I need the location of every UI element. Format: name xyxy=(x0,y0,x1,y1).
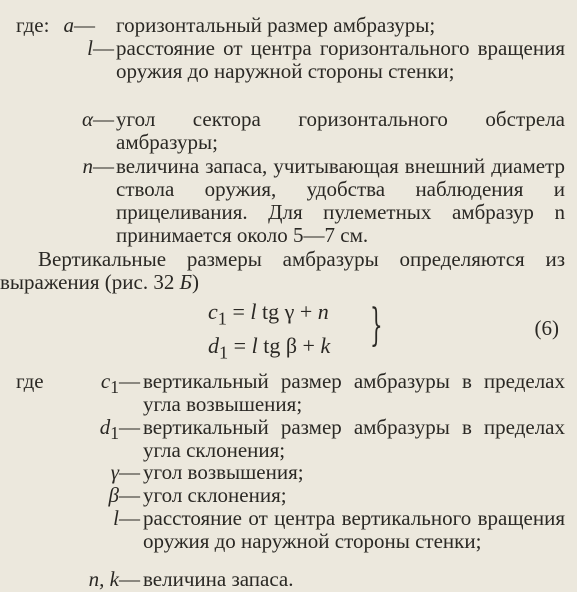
definition-alpha-text: угол сектора горизонтального обстрела амбразуры; xyxy=(116,107,565,154)
symbol-a: a— xyxy=(63,13,95,37)
symbol-l: l— xyxy=(87,36,114,60)
definition-gamma-text: угол возвышения; xyxy=(143,460,304,484)
figure-letter: Б xyxy=(179,270,192,294)
formula-6 xyxy=(208,298,330,367)
symbol-n: n— xyxy=(82,154,114,178)
definition-beta-text: угол склонения; xyxy=(143,483,287,507)
symbol-nk: n, k— xyxy=(88,567,140,591)
symbol-c1: $c_1—$ xyxy=(100,369,140,398)
definition-l-text: расстояние от центра горизонтального вращения оружия до наружной стороны стенки; xyxy=(116,36,565,83)
symbol-d1: $d_1—$ xyxy=(99,415,140,444)
formula-brace: } xyxy=(370,300,383,351)
symbol-alpha: α— xyxy=(81,107,114,131)
formula-line-c1: $c_1 = l$ tg γ + n xyxy=(208,299,329,329)
symbol-gamma: γ— xyxy=(110,460,140,484)
definition-l-vertical-text: расстояние от центра вертикального вращения оружия до наружной стороны стенки; xyxy=(143,506,565,553)
definition-a-text: горизонтальный размер амбразуры; xyxy=(116,13,436,37)
definition-n-text: величина запаса, учитывающая внешний диаметр ствола оружия, удобства наблюдения и прицеливания. Для пулеметных амбразур n принимается около 5—7 см. xyxy=(116,154,565,247)
definition-nk-text: величина запаса. xyxy=(143,567,294,591)
equation-number: (6) xyxy=(534,316,559,340)
where-label-2: где xyxy=(16,369,44,393)
body-paragraph: Вертикальные размеры амбразуры определяются из выражения (рис. 32 Б) xyxy=(0,247,565,294)
definition-d1-text: вертикальный размер амбразуры в пределах угла склонения; xyxy=(143,415,565,462)
definition-c1-text: вертикальный размер амбразуры в пределах угла возвышения; xyxy=(143,369,565,416)
symbol-beta: β— xyxy=(108,483,140,507)
formula-line-d1: $d_1 = l$ tg β + k xyxy=(208,333,331,363)
where-label-1: где: xyxy=(16,13,50,37)
symbol-l-vertical: l— xyxy=(113,506,140,530)
